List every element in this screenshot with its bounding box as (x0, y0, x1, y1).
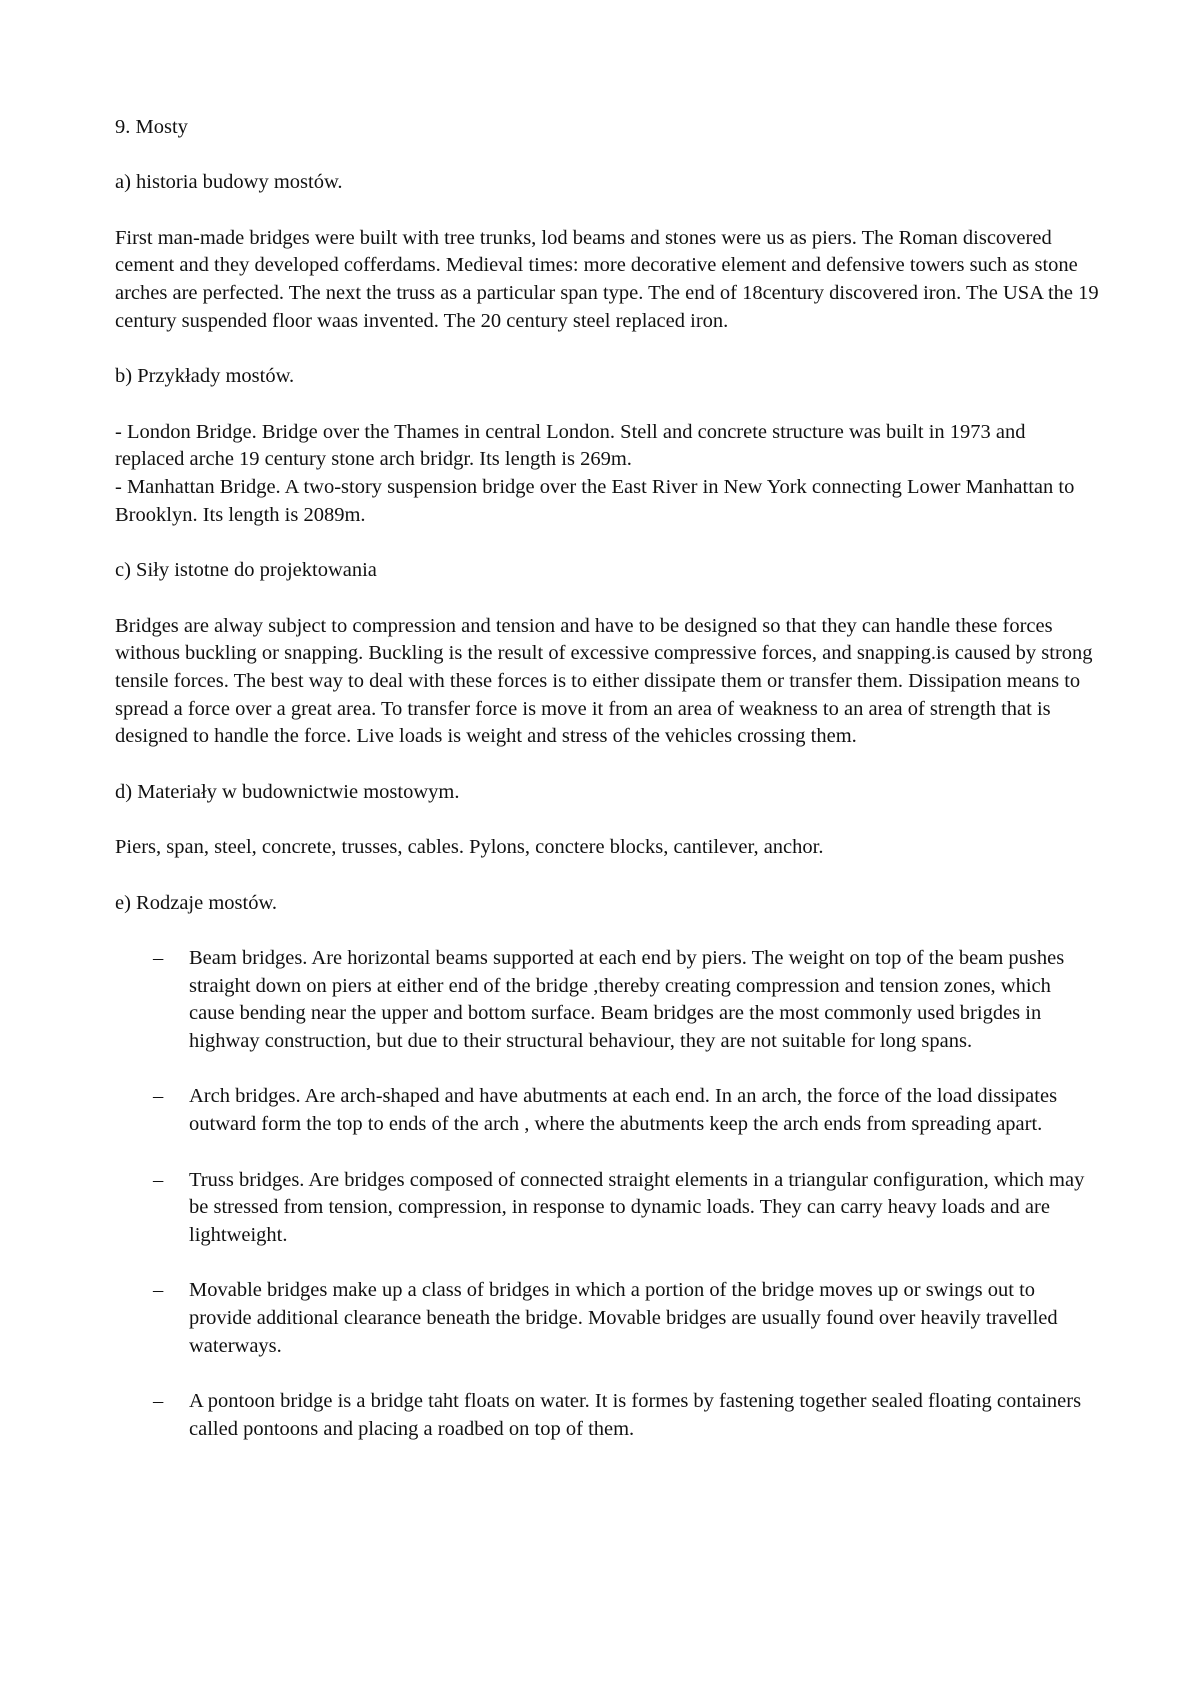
dash-bullet-icon: – (153, 1168, 164, 1191)
list-item-arch-bridges (115, 1083, 1100, 1138)
example-london-bridge: - London Bridge. Bridge over the Thames in central London. Stell and concrete structure was built in 1973 and replaced arche 19 century stone arch bridgr. Its length is 269m. (115, 420, 1026, 471)
dash-bullet-icon: – (153, 1085, 164, 1108)
section-a-heading: a) historia budowy mostów. (115, 171, 343, 194)
section-b-examples (115, 419, 1100, 530)
list-item-text: Truss bridges. Are bridges composed of connected straight elements in a triangular configuration, which may be stressed from tension, compression, in response to dynamic loads. They can carry heavy loads and are lightweight. (189, 1168, 1085, 1246)
section-c-body: Bridges are alway subject to compression and tension and have to be designed so that they can handle these forces withous buckling or snapping. Buckling is the result of excessive compressive forces, and snapping.is caused by strong tensile forces. The best way to deal with these forces is to either dissipate them or transfer them. Dissipation means to spread a force over a great area. To transfer force is move it from an area of weakness to an area of strength that is designed to handle the force. Live loads is weight and stress of the vehicles crossing them. (115, 614, 1093, 748)
list-item-beam-bridges (115, 945, 1100, 1056)
section-c-heading: c) Siły istotne do projektowania (115, 559, 377, 582)
document-page (115, 114, 1100, 1471)
section-d-body: Piers, span, steel, concrete, trusses, cables. Pylons, conctere blocks, cantilever, anchor. (115, 836, 824, 859)
dash-bullet-icon: – (153, 1390, 164, 1413)
list-item-movable-bridges (115, 1277, 1100, 1360)
document-title: 9. Mosty (115, 116, 188, 138)
section-a-body: First man-made bridges were built with tree trunks, lod beams and stones were us as piers. The Roman discovered cement and they developed cofferdams. Medieval times: more decorative element and defensive towers such as stone arches are perfected. The next the truss as a particular span type. The end of 18century discovered iron. The USA the 19 century suspended floor waas invented. The 20 century steel replaced iron. (115, 226, 1099, 332)
list-item-truss-bridges (115, 1167, 1100, 1250)
list-item-text: Beam bridges. Are horizontal beams supported at each end by piers. The weight on top of the beam pushes straight down on piers at either end of the bridge ,thereby creating compression and tension zones, which cause bending near the upper and bottom surface. Beam bridges are the most commonly used brigdes in highway construction, but due to their structural behaviour, they are not suitable for long spans. (189, 946, 1065, 1053)
section-d-heading: d) Materiały w budownictwie mostowym. (115, 780, 460, 803)
dash-bullet-icon: – (153, 946, 164, 969)
dash-bullet-icon: – (153, 1279, 164, 1302)
list-item-text: A pontoon bridge is a bridge taht floats on water. It is formes by fastening together sealed floating containers called pontoons and placing a roadbed on top of them. (189, 1390, 1082, 1440)
list-item-text: Movable bridges make up a class of bridges in which a portion of the bridge moves up or swings out to provide additional clearance beneath the bridge. Movable bridges are usually found over heavily travelled waterways. (189, 1279, 1058, 1357)
list-item-text: Arch bridges. Are arch-shaped and have abutments at each end. In an arch, the force of the load dissipates outward form the top to ends of the arch , where the abutments keep the arch ends from spreading apart. (189, 1085, 1058, 1136)
section-e-heading: e) Rodzaje mostów. (115, 891, 278, 914)
example-manhattan-bridge: - Manhattan Bridge. A two-story suspension bridge over the East River in New York connecting Lower Manhattan to Brooklyn. Its length is 2089m. (115, 476, 1075, 526)
section-b-heading: b) Przykłady mostów. (115, 365, 295, 388)
bridge-types-list (115, 945, 1100, 1444)
list-item-pontoon-bridge (115, 1388, 1100, 1443)
